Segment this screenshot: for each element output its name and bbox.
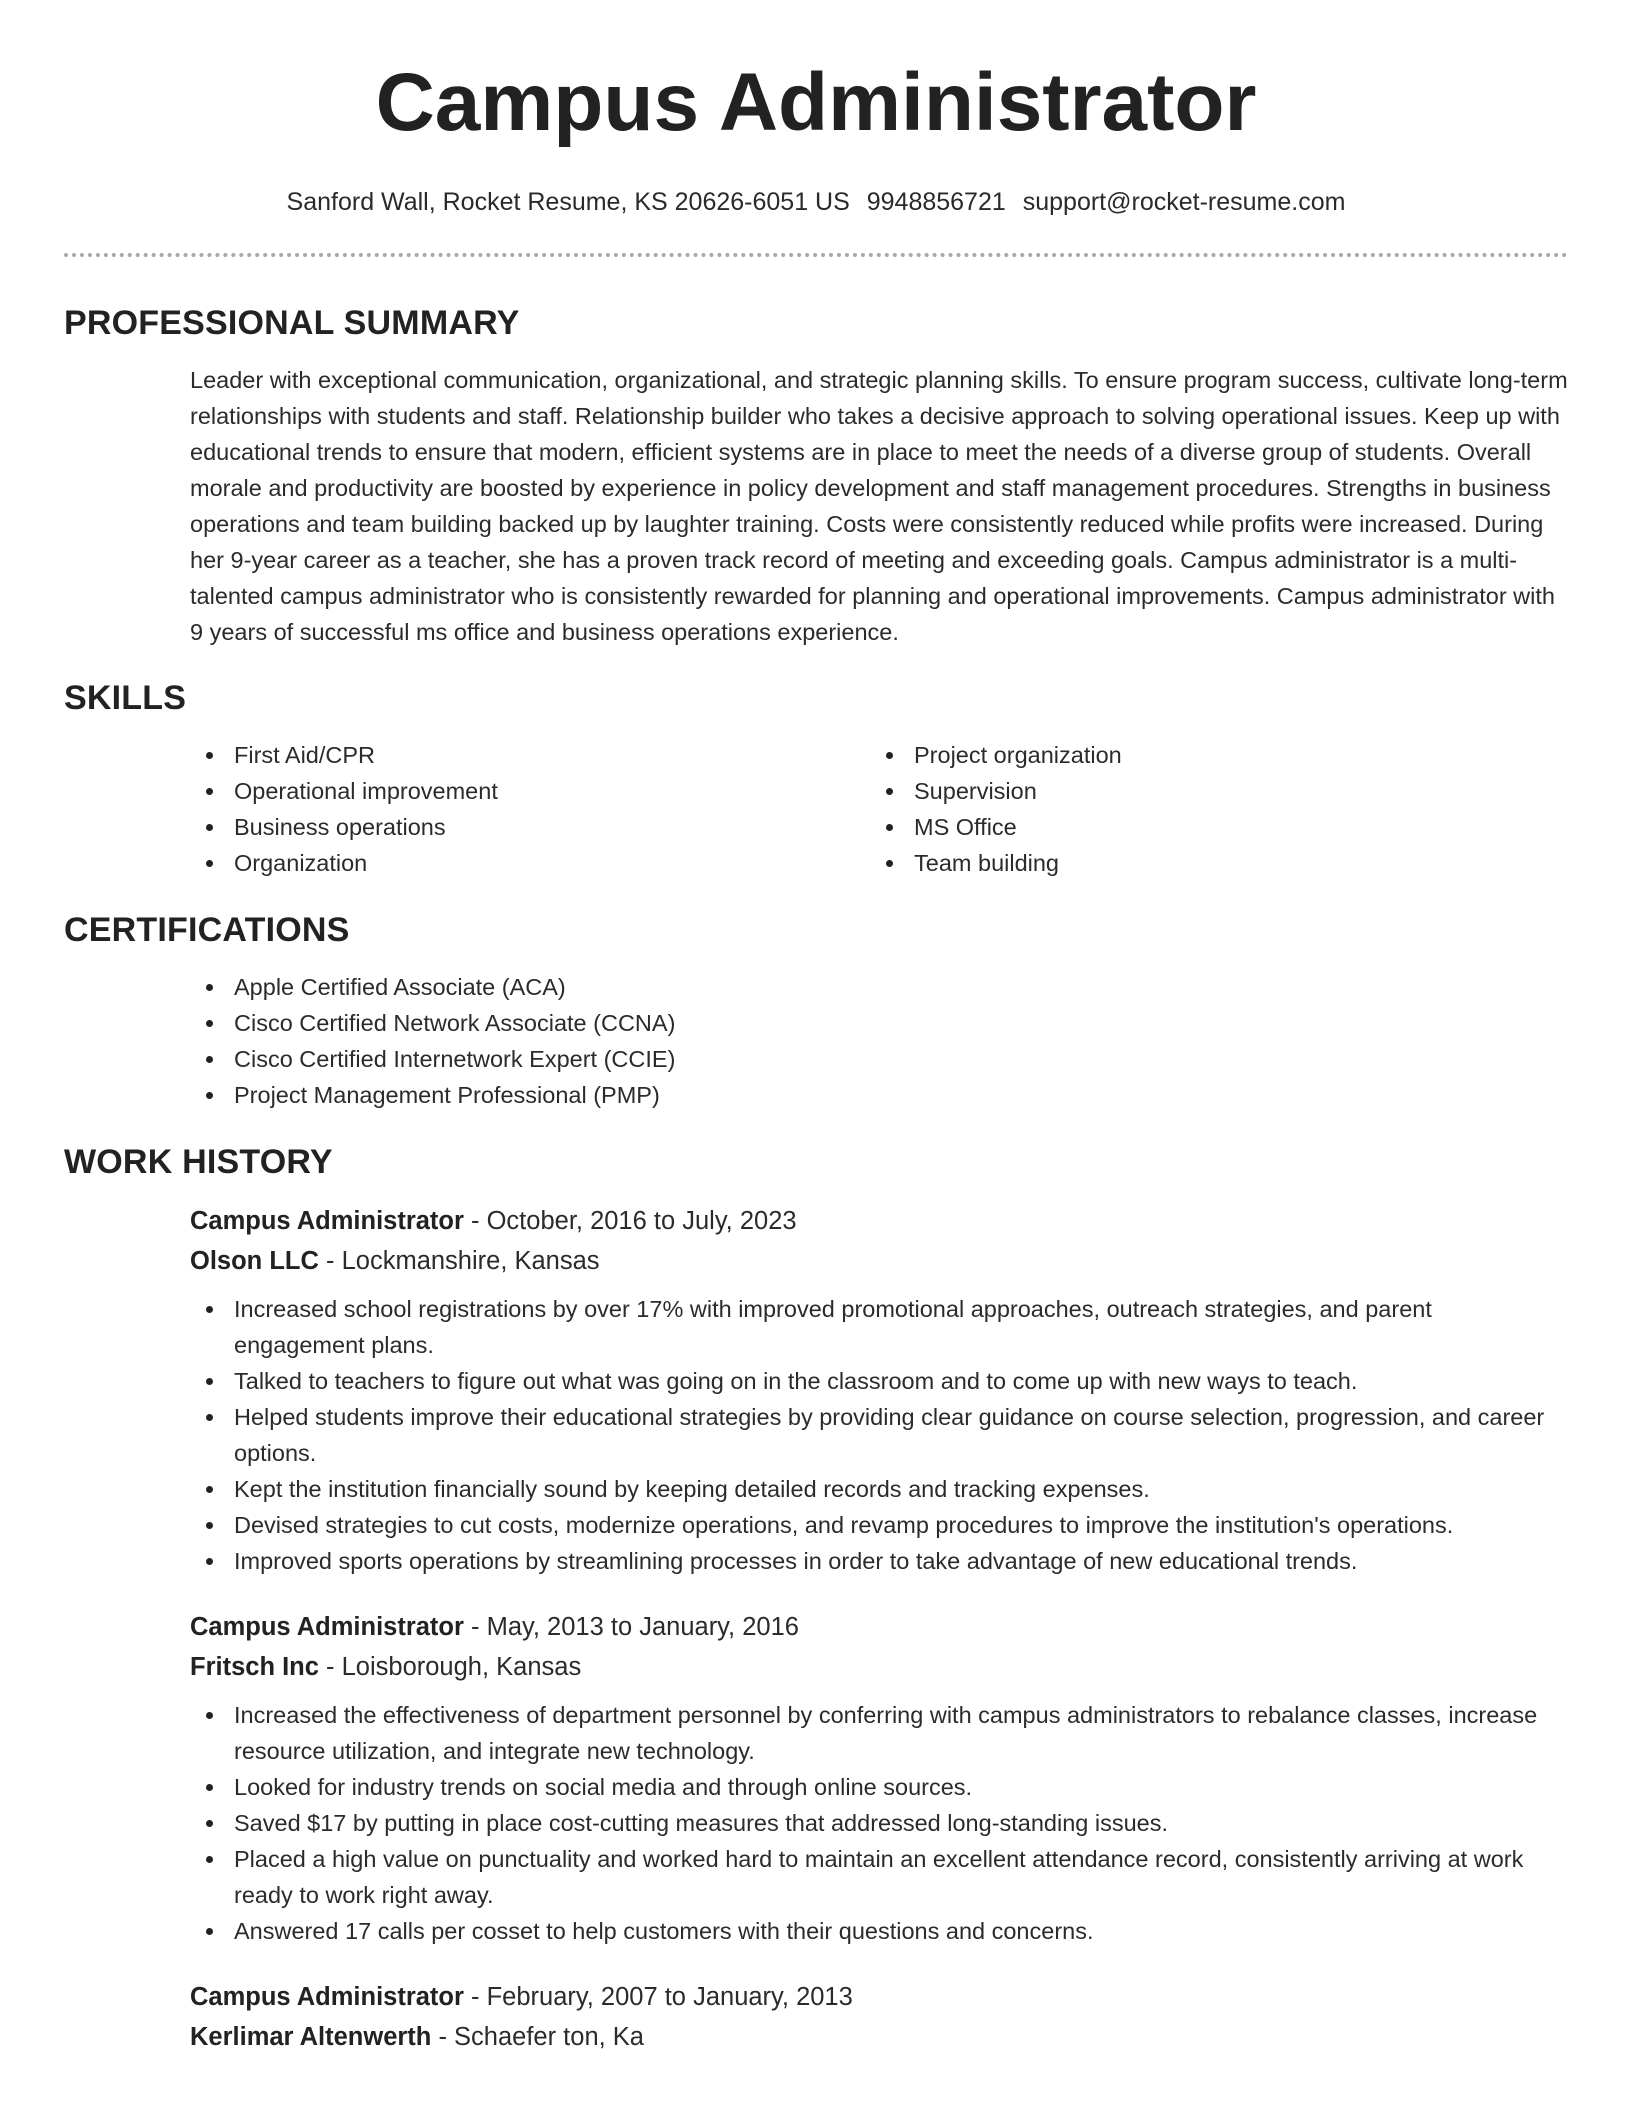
job-title-line — [190, 1977, 1568, 2017]
job-location: - Schaefer ton, Ka — [431, 2023, 644, 2051]
job-bullet: Helped students improve their educational strategies by providing clear guidance on course selection, progression, and career options. — [190, 1399, 1568, 1471]
summary-text: Leader with exceptional communication, organizational, and strategic planning skills. To ensure program success, cultivate long-term relationships with students and staff. Relationship builder who takes a decisive approach to solving operational issues. Keep up with educational trends to ensure that modern, efficient systems are in place to meet the needs of a diverse group of students. Overall morale and productivity are boosted by experience in policy development and staff management procedures. Strengths in business operations and team building backed up by laughter training. Costs were consistently reduced while profits were increased. During her 9-year career as a teacher, she has a proven track record of meeting and exceeding goals. Campus administrator is a multi-talented campus administrator who is consistently rewarded for planning and operational improvements. Campus administrator with 9 years of successful ms office and business operations experience. — [190, 367, 1568, 645]
job-bullet: Saved $17 by putting in place cost-cutting measures that addressed long-standing issues. — [190, 1805, 1568, 1841]
skill-item: Team building — [870, 845, 1550, 881]
job-location: - Loisborough, Kansas — [318, 1653, 582, 1681]
job-bullet: Improved sports operations by streamlining processes in order to take advantage of new educational trends. — [190, 1543, 1568, 1579]
job-entry — [190, 1607, 1568, 1949]
job-dates: - May, 2013 to January, 2016 — [463, 1613, 799, 1641]
skill-item: MS Office — [870, 809, 1550, 845]
job-title: Campus Administrator — [190, 1983, 464, 2011]
job-dates: - February, 2007 to January, 2013 — [463, 1983, 853, 2011]
job-title: Campus Administrator — [190, 1613, 464, 1641]
skill-item: Operational improvement — [190, 773, 870, 809]
contact-email: support@rocket-resume.com — [1022, 188, 1346, 216]
skills-columns — [190, 737, 1568, 881]
certification-item: Cisco Certified Network Associate (CCNA) — [190, 1005, 1568, 1041]
skill-item: Business operations — [190, 809, 870, 845]
skills-list-right — [870, 737, 1550, 881]
certification-item: Apple Certified Associate (ACA) — [190, 969, 1568, 1005]
job-bullet: Increased school registrations by over 17% with improved promotional approaches, outreach strategies, and parent engagement plans. — [190, 1291, 1568, 1363]
job-title-line — [190, 1201, 1568, 1241]
job-bullet: Answered 17 calls per cosset to help customers with their questions and concerns. — [190, 1913, 1568, 1949]
contact-line — [64, 190, 1568, 215]
resume-name: Campus Administrator — [375, 57, 1257, 148]
contact-phone: 9948856721 — [866, 188, 1006, 216]
job-company: Fritsch Inc — [190, 1653, 319, 1681]
job-bullet: Placed a high value on punctuality and worked hard to maintain an excellent attendance record, consistently arriving at work ready to work right away. — [190, 1841, 1568, 1913]
certifications-heading: CERTIFICATIONS — [64, 911, 350, 949]
job-title: Campus Administrator — [190, 1207, 464, 1235]
certifications-list — [190, 969, 1568, 1113]
job-location: - Lockmanshire, Kansas — [318, 1247, 600, 1275]
job-entry — [190, 1977, 1568, 2057]
skills-heading: SKILLS — [64, 679, 187, 717]
job-company: Kerlimar Altenwerth — [190, 2023, 432, 2051]
job-dates: - October, 2016 to July, 2023 — [463, 1207, 797, 1235]
skill-item: Supervision — [870, 773, 1550, 809]
certification-item: Project Management Professional (PMP) — [190, 1077, 1568, 1113]
job-bullet: Increased the effectiveness of department personnel by conferring with campus administrators to rebalance classes, increase resource utilization, and integrate new technology. — [190, 1697, 1568, 1769]
job-bullet: Kept the institution financially sound by keeping detailed records and tracking expenses. — [190, 1471, 1568, 1507]
summary-heading: PROFESSIONAL SUMMARY — [64, 304, 520, 342]
header-divider — [64, 253, 1568, 257]
work-history-heading: WORK HISTORY — [64, 1143, 333, 1181]
job-bullets — [190, 1291, 1568, 1579]
job-bullet: Talked to teachers to figure out what was going on in the classroom and to come up with new ways to teach. — [190, 1363, 1568, 1399]
job-bullet: Devised strategies to cut costs, modernize operations, and revamp procedures to improve the institution's operations. — [190, 1507, 1568, 1543]
skill-item: Organization — [190, 845, 870, 881]
job-bullet: Looked for industry trends on social media and through online sources. — [190, 1769, 1568, 1805]
job-company-line — [190, 1241, 1568, 1281]
skill-item: Project organization — [870, 737, 1550, 773]
skills-list-left — [190, 737, 870, 881]
job-bullets — [190, 1697, 1568, 1949]
contact-address: Sanford Wall, Rocket Resume, KS 20626-6051 US — [286, 188, 850, 216]
job-entry — [190, 1201, 1568, 1579]
job-company-line — [190, 1647, 1568, 1687]
job-company-line — [190, 2017, 1568, 2057]
certification-item: Cisco Certified Internetwork Expert (CCIE) — [190, 1041, 1568, 1077]
job-company: Olson LLC — [190, 1247, 319, 1275]
job-title-line — [190, 1607, 1568, 1647]
skill-item: First Aid/CPR — [190, 737, 870, 773]
